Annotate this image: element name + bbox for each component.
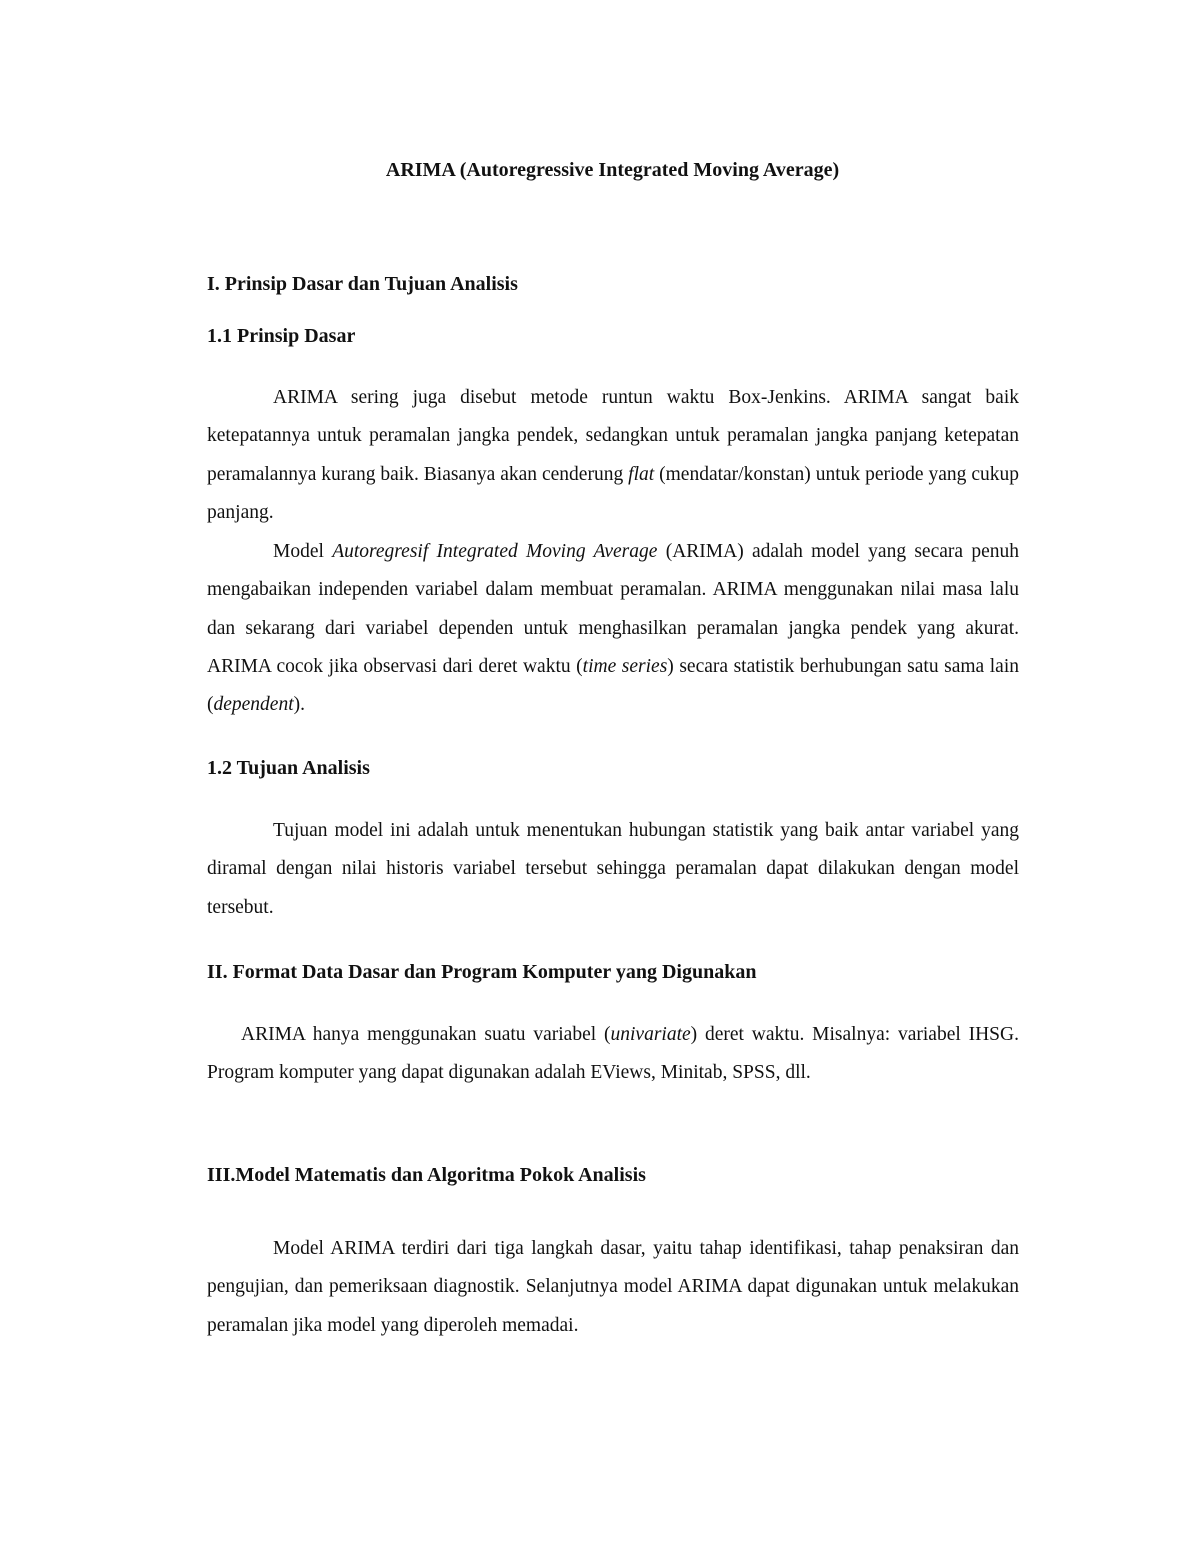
section-heading-1: I. Prinsip Dasar dan Tujuan Analisis — [207, 273, 518, 295]
paragraph-prinsip-dasar-2 — [207, 533, 1019, 724]
paragraph-text: ). — [293, 694, 306, 716]
document-title: ARIMA (Autoregressive Integrated Moving Average) — [385, 159, 840, 181]
section-heading-3: III.Model Matematis dan Algoritma Pokok Analisis — [207, 1164, 646, 1186]
paragraph-text: (mendatar/konstan) untuk periode yang cukup panjang. — [207, 463, 1020, 523]
subsection-heading-1-1: 1.1 Prinsip Dasar — [207, 325, 356, 347]
subsection-heading-1-2: 1.2 Tujuan Analisis — [207, 757, 370, 779]
paragraph-text: Model — [273, 541, 333, 562]
paragraph-text: (ARIMA) adalah model yang secara penuh mengabaikan independen variabel dalam membuat peramalan. ARIMA menggunakan nilai masa lalu dan sekarang dari variabel dependen untuk menghasilkan peramalan jangka pendek yang akurat. ARIMA cocok jika observasi dari deret waktu ( — [207, 541, 1019, 677]
italic-term: time series — [582, 655, 668, 677]
paragraph-tujuan-analisis: Tujuan model ini adalah untuk menentukan hubungan statistik yang baik antar variabel yang diramal dengan nilai historis variabel tersebut sehingga peramalan dapat dilakukan dengan model tersebut. — [207, 820, 1019, 918]
paragraph-model-matematis: Model ARIMA terdiri dari tiga langkah dasar, yaitu tahap identifikasi, tahap penaksiran dan pengujian, dan pemeriksaan diagnostik. Selanjutnya model ARIMA dapat digunakan untuk melakukan peramalan jika model yang diperoleh memadai. — [207, 1238, 1019, 1336]
section-heading-2: II. Format Data Dasar dan Program Komputer yang Digunakan — [207, 961, 757, 983]
italic-term: univariate — [610, 1024, 691, 1045]
paragraph-text: ) secara statistik berhubungan satu sama lain ( — [207, 655, 1019, 716]
italic-term: dependent — [213, 694, 294, 716]
paragraph-text: ARIMA sering juga disebut metode runtun waktu Box-Jenkins. ARIMA sangat baik ketepatannya untuk peramalan jangka pendek, sedangkan untuk peramalan jangka panjang ketepatan peramalannya kurang baik. Biasanya akan cenderung — [207, 387, 1019, 485]
paragraph-format-data — [207, 1016, 1019, 1093]
paragraph-prinsip-dasar-1 — [207, 379, 1019, 532]
paragraph-text: ARIMA hanya menggunakan suatu variabel ( — [241, 1024, 611, 1045]
italic-term: flat — [628, 463, 655, 485]
italic-term: Autoregresif Integrated Moving Average — [332, 541, 658, 562]
paragraph-text: ) deret waktu. Misalnya: variabel IHSG. Program komputer yang dapat digunakan adalah EViews, Minitab, SPSS, dll. — [207, 1024, 1019, 1084]
